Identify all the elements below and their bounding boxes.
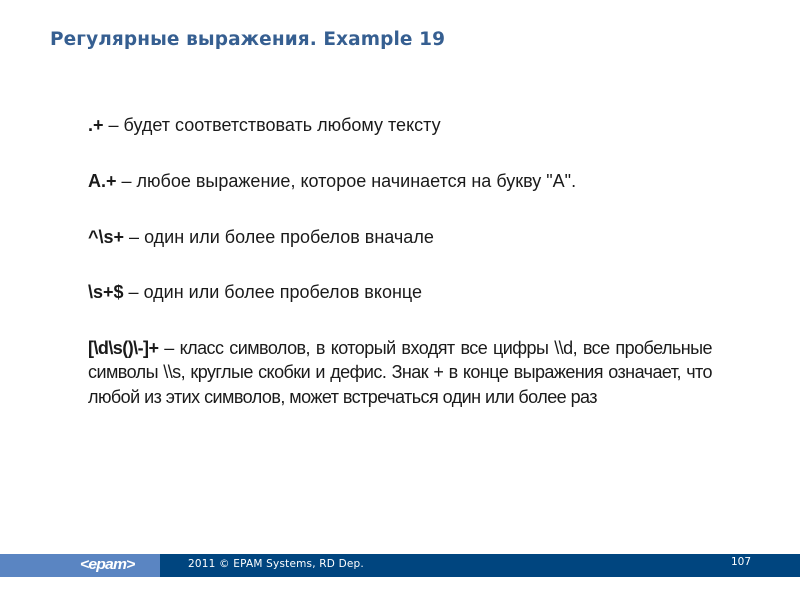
regex-pattern: .+ <box>88 115 104 135</box>
regex-item <box>88 115 441 136</box>
footer-logo-panel <box>0 554 160 577</box>
regex-pattern: \s+$ <box>88 282 124 302</box>
slide-title: Регулярные выражения. Example 19 <box>50 29 446 50</box>
regex-description: будет соответствовать любому тексту <box>123 115 441 135</box>
dash: – <box>103 115 124 135</box>
regex-item <box>88 227 434 248</box>
regex-item <box>88 282 422 303</box>
regex-pattern: ^\s+ <box>88 227 125 247</box>
regex-item <box>88 171 576 192</box>
regex-pattern: A.+ <box>88 171 117 191</box>
dash: – <box>158 338 180 358</box>
dash: – <box>116 171 137 191</box>
dash: – <box>123 282 144 302</box>
epam-logo: <epam> <box>80 556 135 573</box>
footer-bar <box>0 554 800 577</box>
regex-description: класс символов, в который входят все цифры \\d, все пробельные символы \\s, круглые скобки и дефис. Знак + в конце выражения означает, что любой из этих символов, может встречаться один или более раз <box>88 338 712 407</box>
copyright-text: 2011 © EPAM Systems, RD Dep. <box>188 558 364 570</box>
regex-description: один или более пробелов вначале <box>144 227 434 247</box>
page-number: 107 <box>731 556 752 568</box>
regex-description: любое выражение, которое начинается на букву "А". <box>136 171 577 191</box>
regex-description: один или более пробелов вконце <box>143 282 423 302</box>
regex-item <box>88 336 712 409</box>
regex-pattern: [\d\s()\-]+ <box>88 338 159 358</box>
dash: – <box>124 227 145 247</box>
